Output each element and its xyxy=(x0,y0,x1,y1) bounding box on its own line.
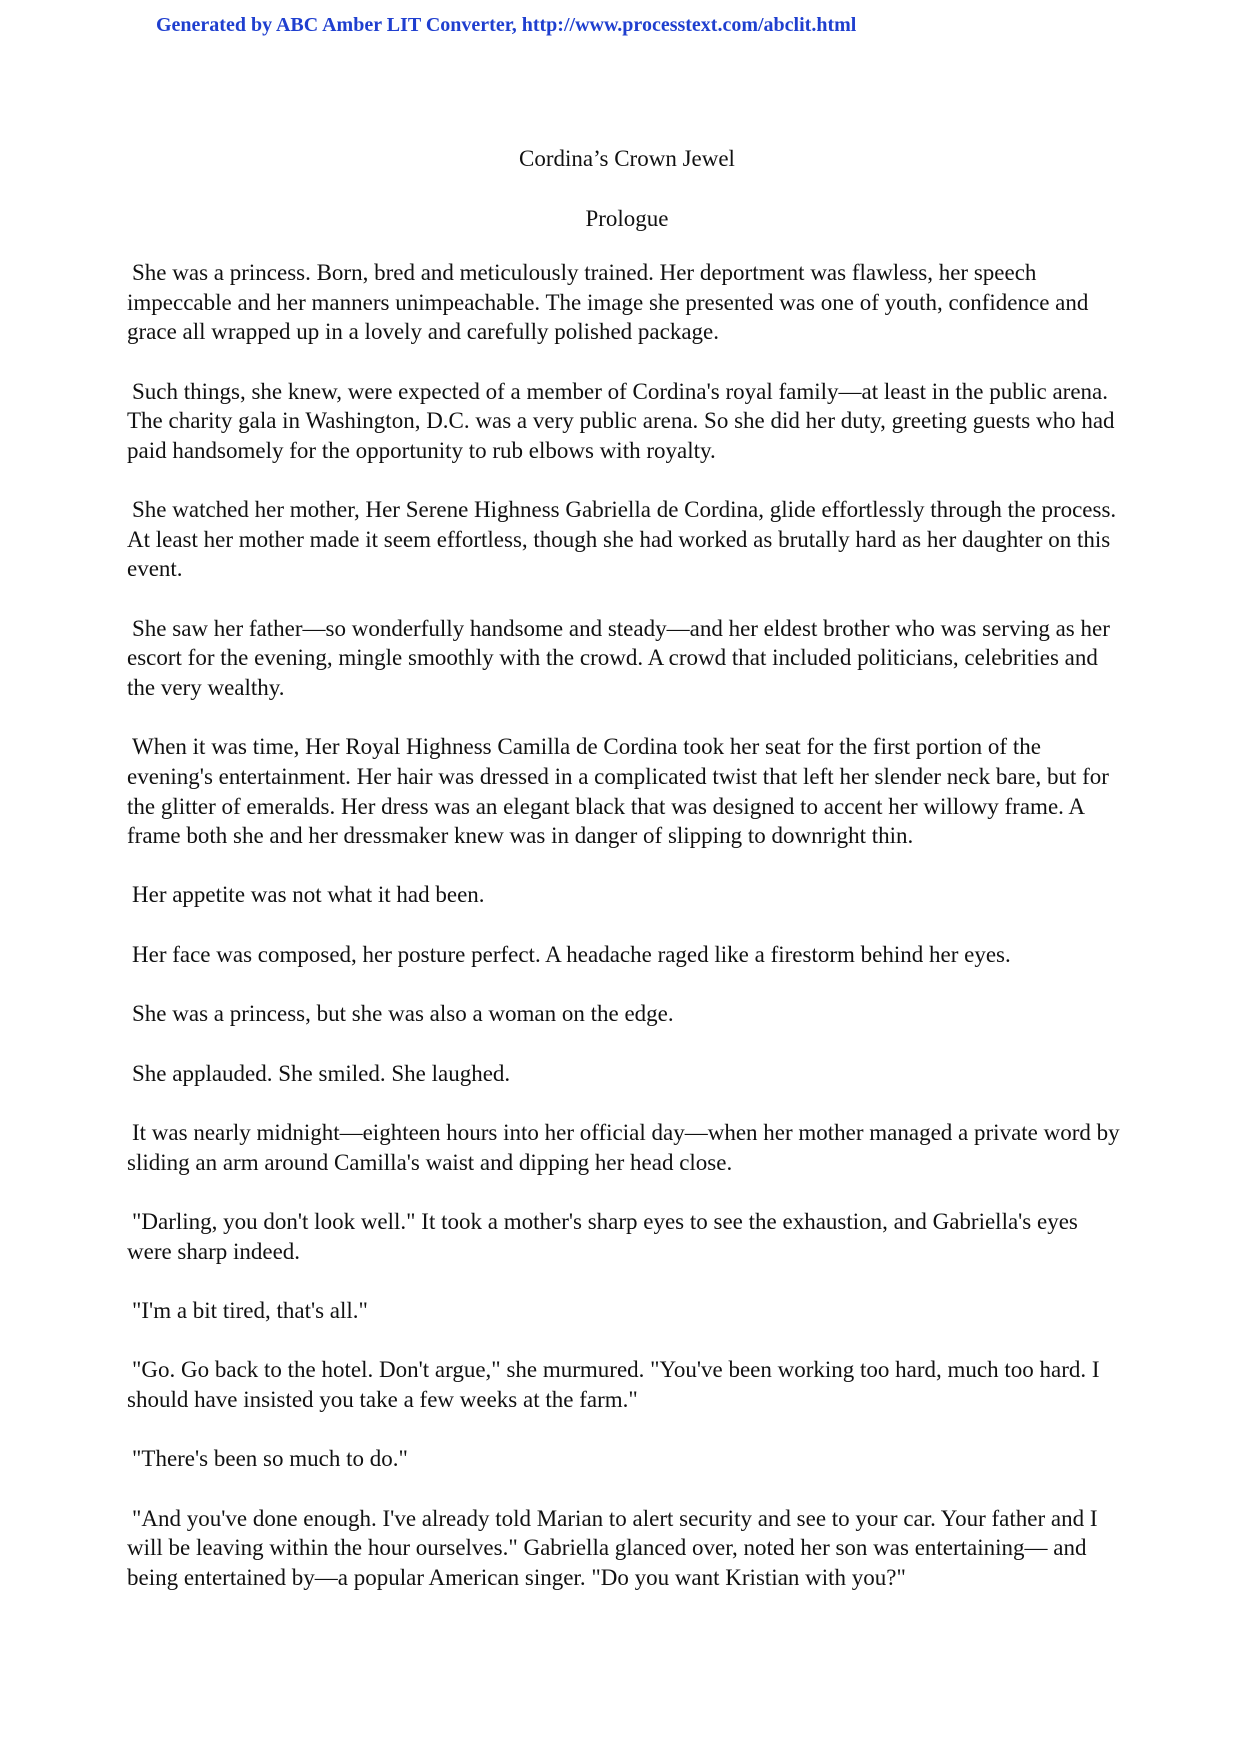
paragraph: When it was time, Her Royal Highness Camilla de Cordina took her seat for the first portion of the evening's entertainment. Her hair was dressed in a complicated twist that left her slender neck bare, but for the glitter of emeralds. Her dress was an elegant black that was designed to accent her willowy frame. A frame both she and her dressmaker knew was in danger of slipping to downright thin. xyxy=(127,734,1109,849)
paragraph: It was nearly midnight—eighteen hours into her official day—when her mother managed a private word by sliding an arm around Camilla's waist and dipping her head close. xyxy=(127,1120,1120,1175)
converter-header-link[interactable]: Generated by ABC Amber LIT Converter, http://www.processtext.com/abclit.html xyxy=(156,14,857,36)
paragraph: Her appetite was not what it had been. xyxy=(132,882,485,908)
book-title: Cordina’s Crown Jewel xyxy=(519,146,735,171)
chapter-heading: Prologue xyxy=(585,206,669,231)
paragraph: She was a princess, but she was also a woman on the edge. xyxy=(132,1001,674,1027)
paragraph: She saw her father—so wonderfully handsome and steady—and her eldest brother who was serving as her escort for the evening, mingle smoothly with the crowd. A crowd that included politicians, celebrities and the very wealthy. xyxy=(127,615,1110,700)
paragraph: "There's been so much to do." xyxy=(132,1446,408,1472)
document-page xyxy=(127,144,1127,1622)
paragraph: Her face was composed, her posture perfect. A headache raged like a firestorm behind her eyes. xyxy=(132,941,1011,967)
paragraph: She was a princess. Born, bred and meticulously trained. Her deportment was flawless, her speech impeccable and her manners unimpeachable. The image she presented was one of youth, confidence and grace all wrapped up in a lovely and carefully polished package. xyxy=(127,260,1089,345)
paragraph: "And you've done enough. I've already told Marian to alert security and see to your car. Your father and I will be leaving within the hour ourselves." Gabriella glanced over, noted her son was entertaining— and being entertained by—a popular American singer. "Do you want Kristian with you?" xyxy=(127,1505,1098,1590)
paragraph: "Go. Go back to the hotel. Don't argue," she murmured. "You've been working too hard, much too hard. I should have insisted you take a few weeks at the farm." xyxy=(127,1357,1100,1412)
paragraph: "Darling, you don't look well." It took a mother's sharp eyes to see the exhaustion, and Gabriella's eyes were sharp indeed. xyxy=(127,1209,1078,1264)
paragraph: She applauded. She smiled. She laughed. xyxy=(132,1060,511,1086)
paragraph: "I'm a bit tired, that's all." xyxy=(132,1298,368,1324)
paragraph: Such things, she knew, were expected of a member of Cordina's royal family—at least in the public arena. The charity gala in Washington, D.C. was a very public arena. So she did her duty, greeting guests who had paid handsomely for the opportunity to rub elbows with royalty. xyxy=(127,378,1115,463)
paragraph: She watched her mother, Her Serene Highness Gabriella de Cordina, glide effortlessly through the process. At least her mother made it seem effortless, though she had worked as brutally hard as her daughter on this event. xyxy=(127,497,1117,582)
